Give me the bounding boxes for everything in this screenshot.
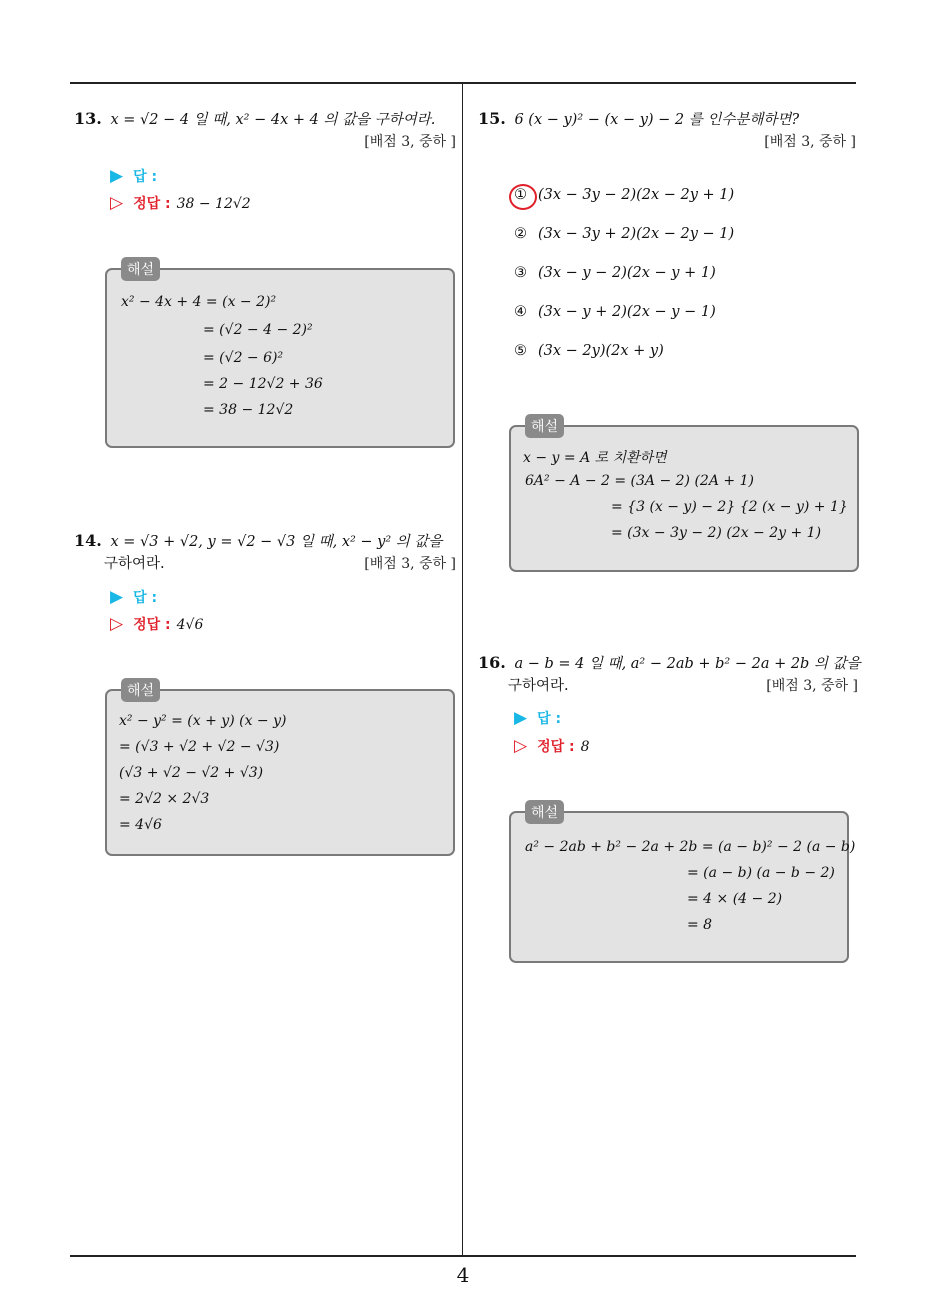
question-text: 6 (x − y)² − (x − y) − 2 를 인수분해하면? — [514, 112, 800, 128]
question-text: x = √2 − 4 일 때, x² − 4x + 4 의 값을 구하여라. — [110, 112, 436, 128]
outline-triangle-icon: ▷ — [110, 614, 124, 634]
problem-number: 14. — [74, 531, 102, 550]
explanation-tag: 해설 — [121, 678, 160, 702]
answer-blank-16: ▶ 답 : — [514, 708, 562, 728]
explanation-line: = 2√2 × 2√3 — [119, 791, 210, 807]
top-rule — [70, 82, 856, 84]
score-meta: [배점 3, 중하 ] — [364, 556, 456, 572]
outline-triangle-icon: ▷ — [514, 736, 528, 756]
problem-number: 15. — [478, 109, 506, 128]
correct-answer-value: 8 — [580, 739, 590, 755]
explanation-line: = 38 − 12√2 — [203, 402, 294, 418]
explanation-line: = 8 — [687, 917, 713, 933]
score-meta: [배점 3, 중하 ] — [766, 678, 858, 694]
explanation-line: = (a − b) (a − b − 2) — [687, 865, 835, 881]
correct-answer-16: ▷ 정답 : 8 — [514, 736, 590, 756]
score-meta: [배점 3, 중하 ] — [764, 134, 856, 150]
explanation-line: a² − 2ab + b² − 2a + 2b = (a − b)² − 2 (a − b) — [525, 839, 856, 855]
score-meta: [배점 3, 중하 ] — [364, 134, 456, 150]
explanation-tag: 해설 — [121, 257, 160, 281]
correct-answer-14: ▷ 정답 : 4√6 — [110, 614, 204, 634]
explanation-line: = 4√6 — [119, 817, 162, 833]
filled-triangle-icon: ▶ — [110, 166, 124, 186]
correct-answer-value: 4√6 — [176, 617, 204, 633]
explanation-box-13 — [105, 262, 455, 448]
question-text-cont: 구하여라. — [508, 678, 569, 694]
explanation-line: x² − y² = (x + y) (x − y) — [119, 713, 287, 729]
correct-answer-13: ▷ 정답 : 38 − 12√2 — [110, 193, 251, 213]
explanation-line: = (√2 − 4 − 2)² — [203, 322, 313, 338]
choice-5[interactable]: ⑤ (3x − 2y)(2x + y) — [514, 343, 664, 359]
problem-number: 13. — [74, 109, 102, 128]
explanation-line: = {3 (x − y) − 2} {2 (x − y) + 1} — [611, 499, 848, 515]
page-number: 4 — [456, 1263, 470, 1287]
explanation-line: = (√2 − 6)² — [203, 350, 284, 366]
correct-answer-value: 38 − 12√2 — [176, 196, 251, 212]
question-text: a − b = 4 일 때, a² − 2ab + b² − 2a + 2b 의 값을 — [514, 656, 861, 672]
answer-blank-13: ▶ 답 : — [110, 166, 158, 186]
answer-blank-14: ▶ 답 : — [110, 587, 158, 607]
explanation-line: = (3x − 3y − 2) (2x − 2y + 1) — [611, 525, 822, 541]
explanation-line: (√3 + √2 − √2 + √3) — [119, 765, 264, 781]
explanation-line: = (√3 + √2 + √2 − √3) — [119, 739, 280, 755]
explanation-line: = 2 − 12√2 + 36 — [203, 376, 323, 392]
choice-1[interactable]: ① (3x − 3y − 2)(2x − 2y + 1) — [514, 187, 735, 203]
problem-13 — [74, 108, 456, 153]
explanation-box-15 — [509, 419, 859, 572]
column-divider — [462, 82, 463, 1257]
explanation-line: x − y = A 로 치환하면 — [523, 450, 667, 466]
explanation-line: x² − 4x + 4 = (x − 2)² — [121, 294, 277, 310]
question-text: x = √3 + √2, y = √2 − √3 일 때, x² − y² 의 값을 — [110, 534, 443, 550]
outline-triangle-icon: ▷ — [110, 193, 124, 213]
explanation-line: 6A² − A − 2 = (3A − 2) (2A + 1) — [525, 473, 754, 489]
explanation-box-16 — [509, 805, 856, 963]
question-text-cont: 구하여라. — [104, 556, 165, 572]
problem-number: 16. — [478, 653, 506, 672]
explanation-line: = 4 × (4 − 2) — [687, 891, 783, 907]
choice-2[interactable]: ② (3x − 3y + 2)(2x − 2y − 1) — [514, 226, 735, 242]
choice-3[interactable]: ③ (3x − y − 2)(2x − y + 1) — [514, 265, 716, 281]
explanation-tag: 해설 — [525, 800, 564, 824]
problem-14 — [74, 530, 456, 575]
filled-triangle-icon: ▶ — [514, 708, 528, 728]
explanation-tag: 해설 — [525, 414, 564, 438]
problem-15 — [478, 108, 856, 153]
filled-triangle-icon: ▶ — [110, 587, 124, 607]
problem-16 — [478, 652, 861, 697]
bottom-rule — [70, 1255, 856, 1257]
explanation-box-14 — [105, 683, 455, 856]
choice-4[interactable]: ④ (3x − y + 2)(2x − y − 1) — [514, 304, 716, 320]
